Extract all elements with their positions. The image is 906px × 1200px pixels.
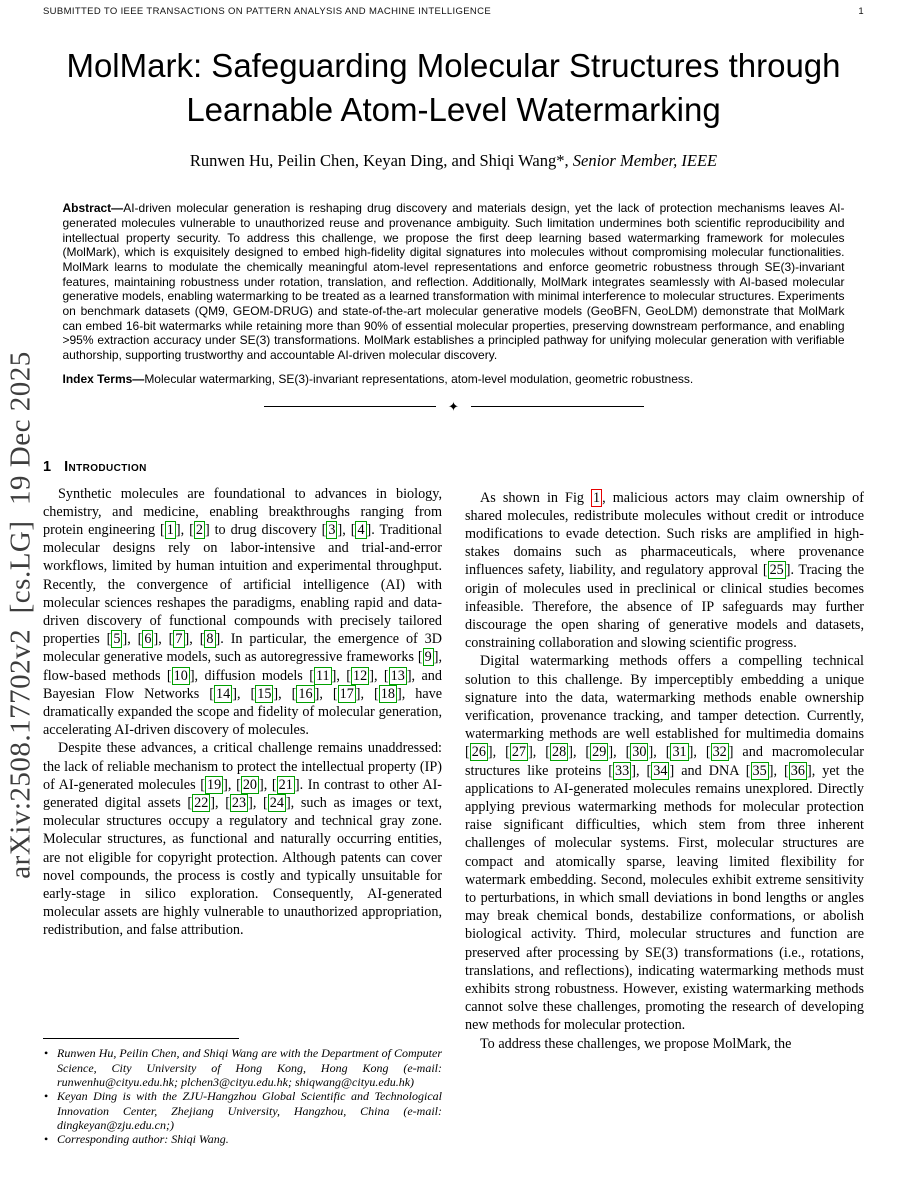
- citation-link[interactable]: 24: [269, 794, 284, 811]
- author-names: Runwen Hu, Peilin Chen, Keyan Ding, and Shiqi Wang: [189, 151, 557, 171]
- running-head-text: SUBMITTED TO IEEE TRANSACTIONS ON PATTERN ANALYSIS AND MACHINE INTELLIGENCE: [43, 6, 492, 17]
- author-separator: ,: [564, 151, 573, 171]
- paragraph: Synthetic molecules are foundational to advances in biology, chemistry, and medicine, enabling breakthroughs ranging from protein engineering [ 1 ], [ 2 ] to drug discovery [ 3 ], [ 4 ]. Traditional molecular designs rely on labor-intensive and trial-and-error workflows, limited by human intuition and experimental throughput. Recently, the convergence of artificial intelligence (AI) with molecular sciences reshapes the paradigms, enabling rapid and data-driven discovery of functional compounds with precisely tailored properties [ 5 ], [ 6 ], [ 7 ], [ 8 ]. In particular, the emergence of 3D molecular generative models, such as autoregressive frameworks [ 9 ], flow-based methods [ 10 ], diffusion models [ 11 ], [ 12 ], [ 13 ], and Bayesian Flow Networks [ 14 ], [ 15 ], [ 16 ], [ 17 ], [ 18 ], have dramatically expanded the scope and fidelity of molecular generation, accelerating AI-driven discovery of molecules.: [43, 485, 443, 739]
- citation-link[interactable]: 16: [298, 685, 313, 702]
- page-number: 1: [858, 6, 864, 17]
- citation-link[interactable]: 15: [257, 685, 272, 702]
- two-column-body: [43, 453, 864, 1147]
- citation-link[interactable]: 23: [231, 794, 247, 811]
- citation-link[interactable]: 31: [672, 744, 687, 761]
- citation-link[interactable]: 34: [653, 762, 668, 779]
- running-head: [43, 0, 864, 17]
- left-column: [43, 453, 442, 1147]
- citation-link[interactable]: 33: [615, 762, 630, 779]
- citation-link[interactable]: 14: [216, 685, 231, 702]
- separator-line-left: [264, 406, 437, 407]
- section-title: Introduction: [64, 458, 147, 475]
- separator-line-right: [471, 406, 644, 407]
- index-terms-text: Molecular watermarking, SE(3)-invariant representations, atom-level modulation, geometric robustness.: [144, 371, 694, 386]
- citation-link[interactable]: 4: [357, 521, 365, 538]
- citation-link[interactable]: 8: [206, 631, 214, 648]
- abstract-label: Abstract—: [62, 201, 124, 216]
- arxiv-watermark: arXiv:2508.17702v2 [cs.LG] 19 Dec 2025: [4, 351, 37, 879]
- citation-link[interactable]: 28: [552, 744, 567, 761]
- citation-link[interactable]: 35: [752, 762, 767, 779]
- citation-link[interactable]: 9: [424, 649, 432, 666]
- paper-title: MolMark: Safeguarding Molecular Structures through Learnable Atom-Level Watermarking: [66, 47, 841, 128]
- author-membership: Senior Member, IEEE: [572, 151, 718, 171]
- footnote-item: • Corresponding author: Shiqi Wang.: [43, 1132, 442, 1146]
- figure-link[interactable]: 1: [593, 489, 601, 506]
- footnote-list: [43, 1046, 442, 1146]
- citation-link[interactable]: 20: [242, 776, 257, 793]
- diamond-icon: ✦: [448, 398, 459, 414]
- paragraph: Despite these advances, a critical challenge remains unaddressed: the lack of reliable mechanism to protect the intellectual property (IP) of AI-generated molecules [ 19 ], [ 20 ], [ 21 ]. In contrast to other AI-generated digital assets [ 22 ], [ 23 ], [ 24 ], such as images or text, molecular structures occupy a regulatory and technical gray zone. Molecular structures, as functional and naturally occurring entities, are not eligible for copyright protection. Although patents can cover novel compounds, the process is costly and typically unsuitable for early-stage in silico exploration. Consequently, AI-generated molecular assets are highly vulnerable to unauthorized appropriation, redistribution, and false attribution.: [43, 740, 443, 939]
- citation-link[interactable]: 36: [790, 762, 805, 779]
- author-line: [43, 151, 864, 171]
- paragraph: Digital watermarking methods offers a compelling technical solution to this challenge. By imperceptibly embedding a unique signature into the data, watermarking methods enable ownership verification, provenance tracking, and tamper detection. Currently, watermarking methods are well established for multimedia domains [ 26 ], [ 27 ], [ 28 ], [ 29 ], [ 30 ], [ 31 ], [ 32 ] and macromolecular structures like proteins [ 33 ], [ 34 ] and DNA [ 35 ], [ 36 ], yet the applications to AI-generated molecules remains unexplored. Directly applying previous watermarking methods for molecular protection raise significant difficulties, which stem from three inherent challenges of molecular systems. First, molecular structures are compact and atomically sparse, leaving limited flexibility for watermark embedding. Second, molecules exhibit extreme sensitivity to perturbations, in which small deviations in bond lengths or angles may break chemical bonds, destabilize conformations, or abolish biological activity. Third, molecular structures and function are preserved after processing by SE(3) transformations (i.e., rotations, translations, and reflections), indicating watermarking methods must exhibits strong robustness. However, existing watermarking methods cannot solve these challenges, promoting the research of developing new methods for molecular protection.: [465, 653, 864, 1034]
- paragraph: To address these challenges, we propose MolMark, the: [480, 1035, 792, 1052]
- citation-link[interactable]: 25: [769, 562, 784, 579]
- corresponding-star: *: [556, 151, 565, 171]
- abstract-text: AI-driven molecular generation is reshaping drug discovery and materials design, yet the lack of protection mechanisms leaves AI-generated molecules vulnerable to unauthorized reuse and provenance ambiguity. Such limitation undermines both scientific reproducibility and intellectual property security. To address this challenge, we propose the first deep learning based watermarking framework for molecules (MolMark), which is exquisitely designed to embed high-fidelity digital signatures into molecules without compromising molecular functionalities. MolMark learns to modulate the chemically meaningful atom-level representations and enforce geometric robustness through SE(3)-invariant features, maintaining robustness under rotation, translation, and reflection. Additionally, MolMark integrates seamlessly with AI-based molecular generative models, enabling watermarking to be treated as a learned transformation with minimal interference to molecular structures. Experiments on benchmark datasets (QM9, GEOM-DRUG) and state-of-the-art molecular generative models (GeoBFN, GeoLDM) demonstrate that MolMark can embed 16-bit watermarks while retaining more than 90% of essential molecular properties, preserving downstream performance, and enabling >95% extraction accuracy under SE(3) transformations. MolMark establishes a principled pathway for unifying molecular generation with verifiable authorship, supporting trustworthy and accountable AI-driven molecular discovery.: [62, 201, 845, 363]
- footnote-item: • Runwen Hu, Peilin Chen, and Shiqi Wang are with the Department of Computer Science, City University of Hong Kong, Hong Kong (e-mail: runwenhu@cityu.edu.hk; plchen3@cityu.edu.hk; shiqwang@cityu.edu.hk): [43, 1046, 442, 1089]
- citation-link[interactable]: 2: [195, 521, 203, 538]
- citation-link[interactable]: 7: [175, 631, 183, 648]
- index-terms: [63, 372, 845, 387]
- footnote-rule: [43, 1038, 239, 1039]
- citation-link[interactable]: 1: [166, 521, 174, 538]
- citation-link[interactable]: 21: [278, 776, 293, 793]
- citation-link[interactable]: 30: [632, 744, 647, 761]
- index-terms-label: Index Terms—: [62, 371, 145, 386]
- abstract: [63, 201, 845, 363]
- citation-link[interactable]: 12: [353, 667, 368, 684]
- citation-link[interactable]: 27: [511, 744, 527, 761]
- citation-link[interactable]: 22: [194, 794, 209, 811]
- footnote-item: • Keyan Ding is with the ZJU-Hangzhou Global Scientific and Technological Innovation Center, Zhejiang University, Hangzhou, China (e-mail: dingkeyan@zju.edu.cn;): [43, 1089, 442, 1132]
- section-heading-introduction: [43, 459, 442, 475]
- citation-link[interactable]: 11: [315, 667, 330, 684]
- citation-link[interactable]: 19: [206, 776, 222, 793]
- citation-link[interactable]: 3: [328, 521, 336, 538]
- section-number: 1: [43, 458, 52, 475]
- paragraph: As shown in Fig 1 , malicious actors may claim ownership of shared molecules, redistribute molecules without credit or introduce modifications to evade detection. Such risks are amplified in high-stakes domains such as pharmaceuticals, where provenance influences safety, liability, and regulatory approval [ 25 ]. Tracing the origin of molecules used in preclinical or clinical studies becomes infeasible. Therefore, the absence of IP safeguards may further discourage the open sharing of generative models and datasets, constraining collaboration and slowing scientific progress.: [465, 489, 864, 652]
- section-separator: [264, 400, 644, 413]
- citation-link[interactable]: 13: [390, 667, 405, 684]
- citation-link[interactable]: 6: [144, 631, 152, 648]
- citation-link[interactable]: 5: [113, 631, 121, 648]
- citation-link[interactable]: 18: [380, 685, 395, 702]
- citation-link[interactable]: 32: [712, 744, 727, 761]
- citation-link[interactable]: 10: [173, 667, 188, 684]
- right-column: [465, 453, 864, 1147]
- footnote-block: [43, 1038, 442, 1146]
- citation-link[interactable]: 26: [471, 744, 486, 761]
- citation-link[interactable]: 29: [592, 744, 607, 761]
- citation-link[interactable]: 17: [339, 685, 354, 702]
- left-column-paragraphs: [43, 485, 442, 940]
